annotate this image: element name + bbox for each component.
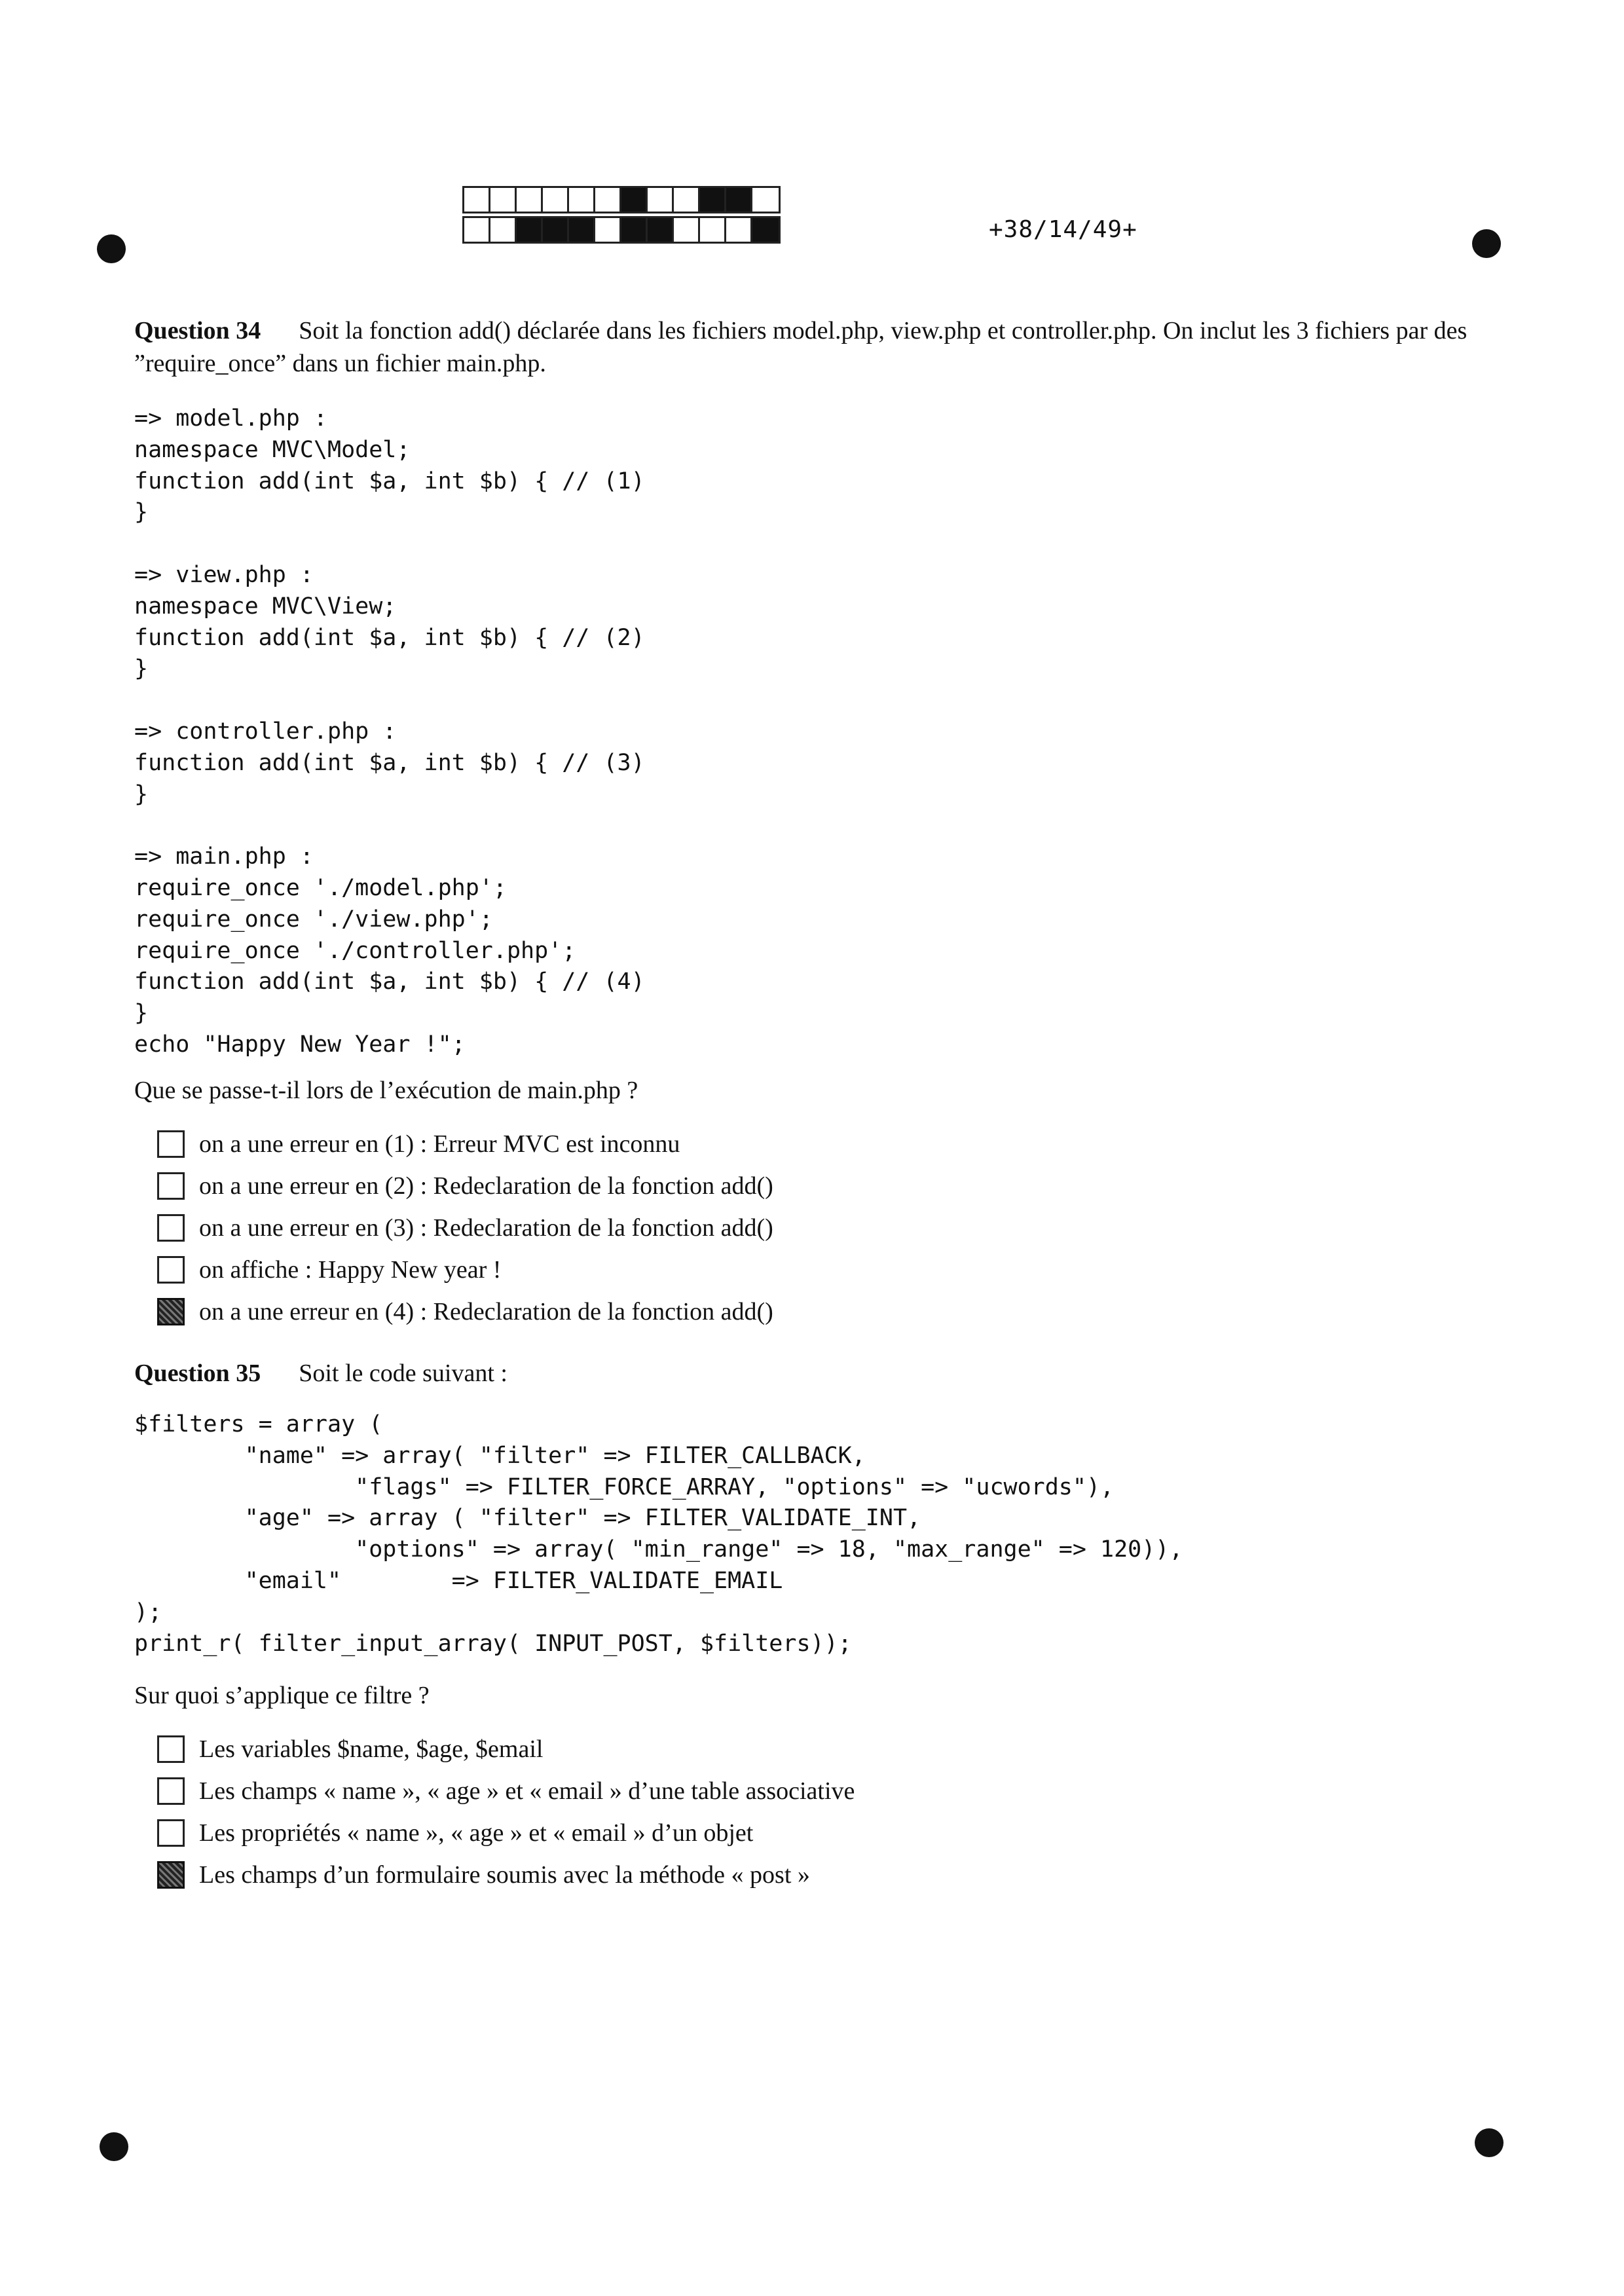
barcode-cell [490, 188, 517, 212]
barcode-cell [726, 218, 752, 242]
barcode-cell [752, 218, 779, 242]
question-35-checkbox-3[interactable] [157, 1819, 185, 1847]
question-35-code: $filters = array ( "name" => array( "filter" => FILTER_CALLBACK, "flags" => FILTER_FORCE_ARRAY, "options" => "ucwords"), "age" => array ( "filter" => FILTER_VALIDATE_INT, "options" => array( "min_range" => 18, "max_range" => 120)), "email" => FILTER_VALIDATE_EMAIL ); print_r( filter_input_array( INPUT_POST, $filters)); [134, 1411, 1183, 1657]
question-34-option-4[interactable] [157, 1253, 501, 1286]
barcode-cell [700, 218, 726, 242]
barcode-cell [517, 218, 543, 242]
registration-dot-top-right [1472, 229, 1501, 258]
barcode-cell [648, 218, 674, 242]
question-34-code: => model.php : namespace MVC\Model; function add(int $a, int $b) { // (1) } => view.php : namespace MVC\View; function add(int $a, int $b) { // (2) } => controller.php : function add(int $a, int $b) { // (3) } => main.php : require_once './model.php'; require_once './view.php'; require_once './controller.php'; function add(int $a, int $b) { // (4) } echo "Happy New Year !"; [134, 405, 645, 1058]
question-35-option-2-label: Les champs « name », « age » et « email » d’une table associative [199, 1777, 855, 1805]
page-barcode-top-row [462, 186, 781, 213]
question-34-option-1[interactable] [157, 1128, 680, 1160]
question-35-option-3-label: Les propriétés « name », « age » et « email » d’un objet [199, 1819, 754, 1847]
barcode-cell [674, 188, 700, 212]
question-35-header [134, 1357, 1483, 1390]
barcode-cell [543, 218, 569, 242]
question-34-option-2[interactable] [157, 1170, 773, 1202]
registration-dot-bottom-right [1475, 2128, 1504, 2157]
question-34-prompt: Que se passe-t-il lors de l’exécution de main.php ? [134, 1077, 638, 1104]
barcode-cell [621, 218, 648, 242]
question-35-option-4-label: Les champs d’un formulaire soumis avec la méthode « post » [199, 1861, 810, 1889]
barcode-cell [700, 188, 726, 212]
question-34-intro: Soit la fonction add() déclarée dans les fichiers model.php, view.php et controller.php. On inclut les 3 fichiers par des ”require_once” dans un fichier main.php. [134, 317, 1467, 377]
question-34-option-5[interactable] [157, 1295, 773, 1328]
question-35-option-1[interactable] [157, 1733, 543, 1766]
question-34-checkbox-3[interactable] [157, 1214, 185, 1242]
question-34-checkbox-1[interactable] [157, 1130, 185, 1158]
barcode-cell [595, 188, 621, 212]
page-barcode-bottom-row [462, 216, 781, 244]
barcode-cell [464, 188, 490, 212]
question-34-header [134, 314, 1483, 380]
question-35-checkbox-1[interactable] [157, 1735, 185, 1763]
barcode-cell [648, 188, 674, 212]
question-35-label: Question 35 [134, 1360, 261, 1387]
question-34-option-3-label: on a une erreur en (3) : Redeclaration de la fonction add() [199, 1214, 773, 1242]
question-35-option-4[interactable] [157, 1859, 810, 1891]
question-35-intro: Soit le code suivant : [299, 1360, 507, 1387]
barcode-cell [464, 218, 490, 242]
barcode-cell [595, 218, 621, 242]
question-34-option-4-label: on affiche : Happy New year ! [199, 1256, 502, 1284]
registration-dot-top-left [97, 234, 126, 263]
question-34-checkbox-2[interactable] [157, 1172, 185, 1200]
barcode-cell [752, 188, 779, 212]
registration-dot-bottom-left [100, 2132, 128, 2161]
barcode-cell [674, 218, 700, 242]
barcode-cell [621, 188, 648, 212]
question-34-option-3[interactable] [157, 1212, 773, 1244]
barcode-cell [490, 218, 517, 242]
barcode-cell [569, 188, 595, 212]
barcode-cell [726, 188, 752, 212]
question-35-option-1-label: Les variables $name, $age, $email [199, 1735, 544, 1763]
question-35-option-3[interactable] [157, 1817, 753, 1849]
question-35-checkbox-2[interactable] [157, 1777, 185, 1805]
question-35-prompt: Sur quoi s’applique ce filtre ? [134, 1682, 430, 1709]
barcode-cell [569, 218, 595, 242]
question-35-checkbox-4[interactable] [157, 1861, 185, 1889]
question-34-option-5-label: on a une erreur en (4) : Redeclaration de la fonction add() [199, 1298, 773, 1325]
question-34-checkbox-5[interactable] [157, 1298, 185, 1325]
question-34-option-1-label: on a une erreur en (1) : Erreur MVC est inconnu [199, 1130, 680, 1158]
barcode-cell [517, 188, 543, 212]
page-identifier: +38/14/49+ [989, 216, 1137, 243]
question-34-label: Question 34 [134, 317, 261, 344]
question-35-option-2[interactable] [157, 1775, 855, 1807]
question-34-checkbox-4[interactable] [157, 1256, 185, 1284]
barcode-cell [543, 188, 569, 212]
question-34-option-2-label: on a une erreur en (2) : Redeclaration de la fonction add() [199, 1172, 773, 1200]
